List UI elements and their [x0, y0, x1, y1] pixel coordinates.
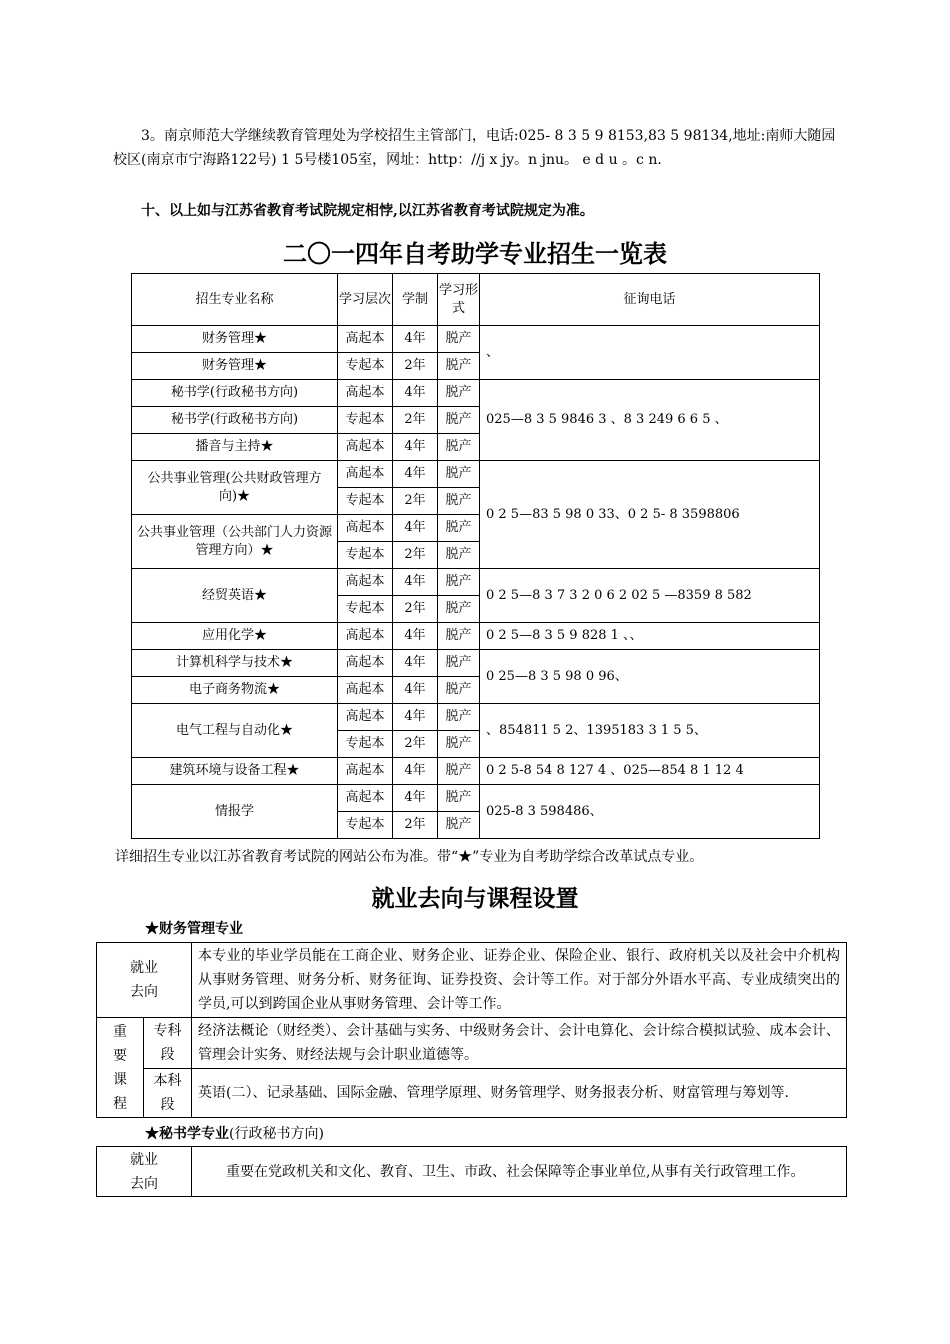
major-cell: 播音与主持★: [132, 434, 338, 461]
duration-cell: 4年: [393, 326, 438, 353]
form-cell: 脱产: [438, 596, 480, 623]
finance-career-table: [96, 942, 847, 1118]
level-cell: 专起本: [338, 812, 393, 839]
enroll-note: 详细招生专业以江苏省教育考试院的网站公布为准。带“★”专业为自考助学综合改革试点专业。: [115, 849, 704, 865]
form-cell: 脱产: [438, 461, 480, 488]
table-row: [97, 1018, 847, 1069]
form-cell: 脱产: [438, 785, 480, 812]
form-cell: 脱产: [438, 758, 480, 785]
major-cell: 财务管理★: [132, 353, 338, 380]
table-row: [132, 326, 820, 353]
level-cell: 专起本: [338, 731, 393, 758]
level-cell: 高起本: [338, 704, 393, 731]
form-cell: 脱产: [438, 488, 480, 515]
finance-heading: ★财务管理专业: [145, 921, 243, 937]
form-cell: 脱产: [438, 353, 480, 380]
form-cell: 脱产: [438, 380, 480, 407]
level-cell: 专起本: [338, 488, 393, 515]
major-cell: 计算机科学与技术★: [132, 650, 338, 677]
form-cell: 脱产: [438, 731, 480, 758]
level-cell: 高起本: [338, 326, 393, 353]
header-form: 学习形式: [438, 274, 480, 326]
form-cell: 脱产: [438, 407, 480, 434]
duration-cell: 2年: [393, 596, 438, 623]
header-major: 招生专业名称: [132, 274, 338, 326]
course-label: 重要课程: [113, 1023, 127, 1112]
phone-cell: 、854811 5 2、1395183 3 1 5 5、: [480, 704, 820, 758]
major-cell: 公共事业管理（公共部门人力资源管理方向）★: [132, 515, 338, 569]
duration-cell: 4年: [393, 704, 438, 731]
level-cell: 高起本: [338, 650, 393, 677]
form-cell: 脱产: [438, 569, 480, 596]
job-text-cell: 重要在党政机关和文化、教育、卫生、市政、社会保障等企事业单位,从事有关行政管理工作。: [192, 1147, 847, 1197]
level-cell: 高起本: [338, 758, 393, 785]
duration-cell: 2年: [393, 731, 438, 758]
major-cell: 秘书学(行政秘书方向): [132, 407, 338, 434]
major-cell: 秘书学(行政秘书方向): [132, 380, 338, 407]
table-row: [132, 785, 820, 812]
level-cell: 高起本: [338, 677, 393, 704]
level-cell: 专起本: [338, 542, 393, 569]
form-cell: 脱产: [438, 650, 480, 677]
junior-text-cell: 经济法概论（财经类）、会计基础与实务、中级财务会计、会计电算化、会计综合模拟试验、成本会计、管理会计实务、财经法规与会计职业道德等。: [192, 1018, 847, 1069]
phone-cell: 0 2 5-8 54 8 127 4 、025—854 8 1 12 4: [480, 758, 820, 785]
level-cell: 高起本: [338, 623, 393, 650]
phone-cell: 0 2 5—8 3 5 9 828 1 、、: [480, 623, 820, 650]
duration-cell: 4年: [393, 461, 438, 488]
table-row: [97, 943, 847, 1018]
header-level: 学习层次: [338, 274, 393, 326]
table-row: [132, 650, 820, 677]
job-label-cell: [97, 943, 192, 1018]
form-cell: 脱产: [438, 515, 480, 542]
table-header-row: [132, 274, 820, 326]
table-row: [97, 1069, 847, 1118]
major-cell: 建筑环境与设备工程★: [132, 758, 338, 785]
table-row: [132, 758, 820, 785]
secretary-heading-direction: (行政秘书方向): [229, 1126, 324, 1142]
form-cell: 脱产: [438, 542, 480, 569]
duration-cell: 4年: [393, 677, 438, 704]
phone-cell: 0 25—8 3 5 98 0 96、: [480, 650, 820, 704]
phone-cell: 、: [480, 326, 820, 380]
duration-cell: 4年: [393, 434, 438, 461]
form-cell: 脱产: [438, 677, 480, 704]
career-section-title: 就业去向与课程设置: [371, 886, 579, 912]
job-label: 就业去向: [130, 960, 158, 1000]
phone-cell: 0 2 5—8 3 7 3 2 0 6 2 02 5 —8359 8 582: [480, 569, 820, 623]
major-cell: 电子商务物流★: [132, 677, 338, 704]
level-cell: 高起本: [338, 515, 393, 542]
duration-cell: 2年: [393, 812, 438, 839]
phone-cell: 025—8 3 5 9846 3 、8 3 249 6 6 5 、: [480, 380, 820, 461]
table-row: [132, 569, 820, 596]
secretary-heading-bold: ★秘书学专业: [145, 1126, 229, 1142]
form-cell: 脱产: [438, 434, 480, 461]
duration-cell: 2年: [393, 488, 438, 515]
level-cell: 高起本: [338, 569, 393, 596]
bachelor-text-cell: 英语(二）、记录基础、国际金融、管理学原理、财务管理学、财务报表分析、财富管理与筹划等.: [192, 1069, 847, 1118]
major-cell: 情报学: [132, 785, 338, 839]
duration-cell: 4年: [393, 380, 438, 407]
duration-cell: 4年: [393, 758, 438, 785]
level-cell: 高起本: [338, 380, 393, 407]
level-cell: 高起本: [338, 785, 393, 812]
major-cell: 公共事业管理(公共财政管理方向)★: [132, 461, 338, 515]
secretary-career-table: [96, 1146, 847, 1197]
job-label: 就业去向: [130, 1151, 158, 1192]
form-cell: 脱产: [438, 623, 480, 650]
phone-cell: 0 2 5—83 5 98 0 33、0 2 5- 8 3598806: [480, 461, 820, 569]
form-cell: 脱产: [438, 812, 480, 839]
table-row: [97, 1147, 847, 1197]
course-label-cell: [97, 1018, 144, 1118]
bachelor-label: 本科段: [153, 1073, 182, 1113]
major-cell: 财务管理★: [132, 326, 338, 353]
intro-item-3: 3。南京师范大学继续教育管理处为学校招生主管部门，电话:025- 8 3 5 9 8153,83 5 98134,地址:南师大随园校区(南京市宁海路122号) 1 5号楼105室，网址：http：//j x jy。n jnu。 e d u 。c n.: [113, 128, 836, 168]
duration-cell: 2年: [393, 407, 438, 434]
job-label-cell: [97, 1147, 192, 1197]
header-duration: 学制: [393, 274, 438, 326]
major-cell: 经贸英语★: [132, 569, 338, 623]
form-cell: 脱产: [438, 326, 480, 353]
table-row: [132, 461, 820, 488]
duration-cell: 4年: [393, 650, 438, 677]
secretary-heading: [145, 1123, 324, 1143]
duration-cell: 2年: [393, 542, 438, 569]
bachelor-label-cell: [144, 1069, 192, 1118]
level-cell: 高起本: [338, 434, 393, 461]
duration-cell: 4年: [393, 515, 438, 542]
junior-label-cell: [144, 1018, 192, 1069]
enroll-table: [131, 273, 820, 839]
enroll-table-title: 二〇一四年自考助学专业招生一览表: [283, 240, 667, 268]
table-row: [132, 704, 820, 731]
level-cell: 专起本: [338, 407, 393, 434]
major-cell: 电气工程与自动化★: [132, 704, 338, 758]
table-row: [132, 380, 820, 407]
duration-cell: 2年: [393, 353, 438, 380]
duration-cell: 4年: [393, 569, 438, 596]
table-row: [132, 623, 820, 650]
header-phone: 征询电话: [480, 274, 820, 326]
junior-label: 专科段: [153, 1023, 182, 1063]
job-text-cell: 本专业的毕业学员能在工商企业、财务企业、证券企业、保险企业、银行、政府机关以及社会中介机构从事财务管理、财务分析、财务征询、证券投资、会计等工作。对于部分外语水平高、专业成绩突出的学员,可以到跨国企业从事财务管理、会计等工作。: [192, 943, 847, 1018]
duration-cell: 4年: [393, 623, 438, 650]
major-cell: 应用化学★: [132, 623, 338, 650]
intro-item-10: 十、以上如与江苏省教育考试院规定相悖,以江苏省教育考试院规定为准。: [141, 203, 594, 219]
level-cell: 高起本: [338, 461, 393, 488]
phone-cell: 025-8 3 598486、: [480, 785, 820, 839]
duration-cell: 4年: [393, 785, 438, 812]
level-cell: 专起本: [338, 596, 393, 623]
form-cell: 脱产: [438, 704, 480, 731]
level-cell: 专起本: [338, 353, 393, 380]
